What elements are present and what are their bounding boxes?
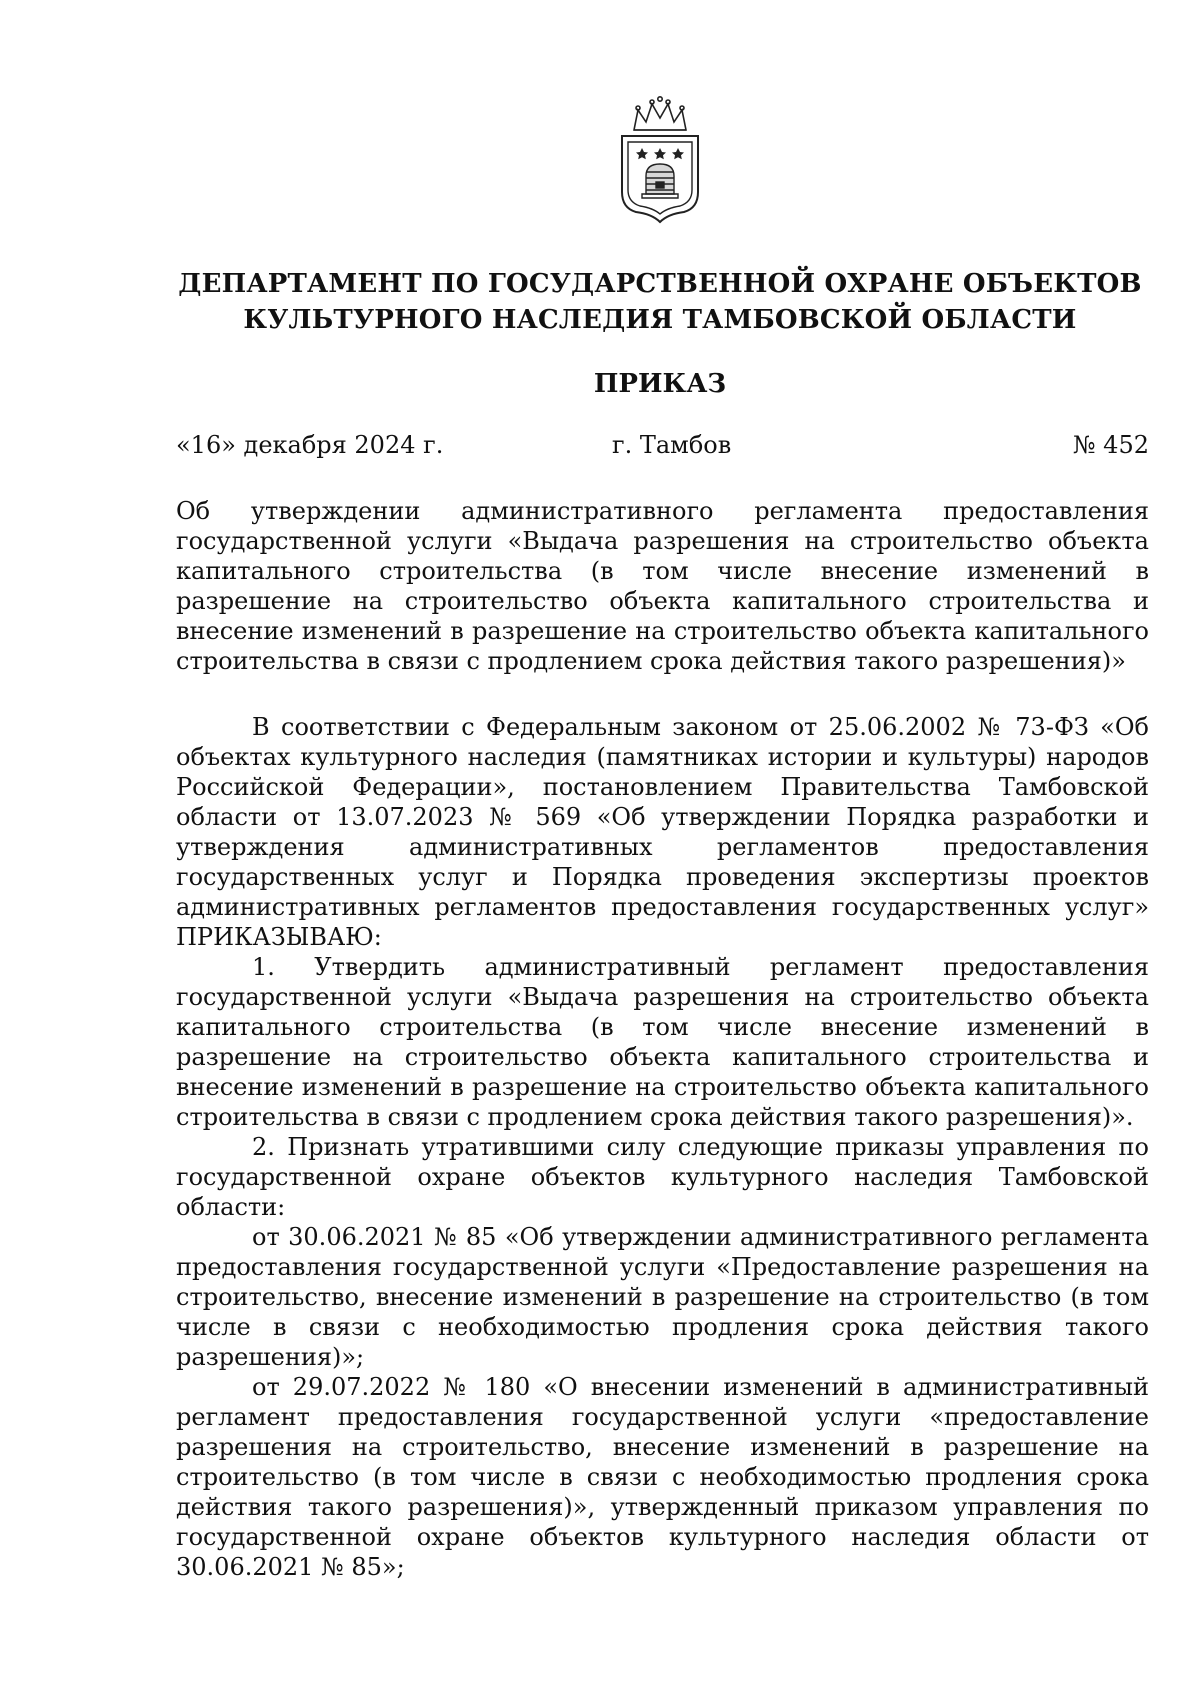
order-meta-row	[176, 428, 1149, 462]
department-name	[150, 266, 1170, 338]
document-type-title: ПРИКАЗ	[593, 369, 727, 399]
order-city: г. Тамбов	[612, 431, 732, 459]
department-name-line-1: ДЕПАРТАМЕНТ ПО ГОСУДАРСТВЕННОЙ ОХРАНЕ ОБЪЕКТОВ	[178, 269, 1142, 299]
item-2a-paragraph: от 30.06.2021 № 85 «Об утверждении административного регламента предоставления государственной услуги «Предоставление разрешения на строительство, внесение изменений в разрешение на строительство (в том числе в связи с необходимостью продления срока действия такого разрешения)»;	[176, 1223, 1149, 1371]
item-2-paragraph: 2. Признать утратившими силу следующие приказы управления по государственной охране объектов культурного наследия Тамбовской области:	[176, 1133, 1149, 1221]
item-2b-paragraph: от 29.07.2022 № 180 «О внесении изменений в административный регламент предоставления государственной услуги «предоставление разрешения на строительство, внесение изменений в разрешение на строительство (в том числе в связи с необходимостью продления срока действия такого разрешения)», утвержденный приказом управления по государственной охране объектов культурного наследия области от 30.06.2021 № 85»;	[176, 1373, 1149, 1581]
item-1-paragraph: 1. Утвердить административный регламент предоставления государственной услуги «Выдача разрешения на строительство объекта капитального строительства (в том числе внесение изменений в разрешение на строительство объекта капитального строительства и внесение изменений в разрешение на строительство объекта капитального строительства в связи с продлением срока действия такого разрешения)».	[176, 953, 1149, 1131]
order-subject: Об утверждении административного регламента предоставления государственной услуги «Выдача разрешения на строительство объекта капитального строительства (в том числе внесение изменений в разрешение на строительство объекта капитального строительства и внесение изменений в разрешение на строительство объекта капитального строительства в связи с продлением срока действия такого разрешения)»	[176, 497, 1149, 675]
tambov-coat-of-arms-icon	[612, 96, 708, 224]
order-body	[176, 712, 1149, 1582]
department-name-line-2: КУЛЬТУРНОГО НАСЛЕДИЯ ТАМБОВСКОЙ ОБЛАСТИ	[243, 305, 1077, 335]
order-number: № 452	[1072, 431, 1149, 459]
order-date: «16» декабря 2024 г.	[176, 431, 444, 459]
preamble-paragraph: В соответствии с Федеральным законом от 25.06.2002 № 73-ФЗ «Об объектах культурного наследия (памятниках истории и культуры) народов Российской Федерации», постановлением Правительства Тамбовской области от 13.07.2023 № 569 «Об утверждении Порядка разработки и утверждения административных регламентов предоставления государственных услуг и Порядка проведения экспертизы проектов административных регламентов предоставления государственных услуг» ПРИКАЗЫВАЮ:	[176, 713, 1149, 951]
